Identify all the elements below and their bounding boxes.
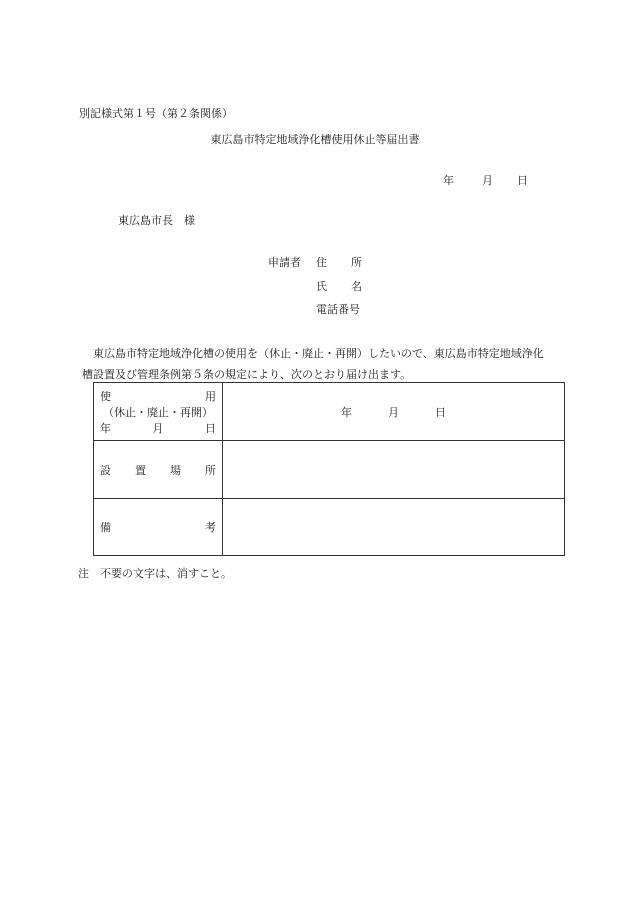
address-label: 住 所 — [316, 256, 362, 269]
phone-label: 電話番号 — [316, 303, 360, 316]
date-month: 月 — [482, 174, 493, 187]
date-year: 年 — [443, 174, 454, 187]
usage-date-value[interactable]: 年 月 日 — [223, 383, 565, 441]
usage-date-label: 使 用 （休止・廃止・再開） 年 月 日 — [94, 383, 223, 441]
notification-table — [93, 382, 565, 556]
addressee: 東広島市長 様 — [118, 214, 195, 227]
applicant-role-label: 申請者 — [268, 256, 301, 269]
installation-location-row — [94, 441, 565, 499]
installation-location-label: 設 置 場 所 — [94, 441, 223, 499]
footnote: 注 不要の文字は、消すこと。 — [78, 567, 232, 580]
usage-status-options: （休止・廃止・再開） — [103, 405, 213, 419]
remarks-value[interactable] — [223, 499, 565, 556]
remarks-row — [94, 499, 565, 556]
submission-date — [443, 172, 528, 188]
date-day: 日 — [517, 174, 528, 187]
body-paragraph: 東広島市特定地域浄化槽の使用を（休止・廃止・再開）したいので、東広島市特定地域浄化槽設置及び管理条例第５条の規定により、次のとおり届け出ます。 — [82, 347, 544, 381]
remarks-label: 備 考 — [94, 499, 223, 556]
name-label: 氏 名 — [316, 280, 362, 293]
form-number-label: 別記様式第１号（第２条関係） — [79, 107, 233, 120]
document-title: 東広島市特定地域浄化槽使用休止等届出書 — [210, 133, 420, 146]
installation-location-value[interactable] — [223, 441, 565, 499]
usage-date-row — [94, 383, 565, 441]
